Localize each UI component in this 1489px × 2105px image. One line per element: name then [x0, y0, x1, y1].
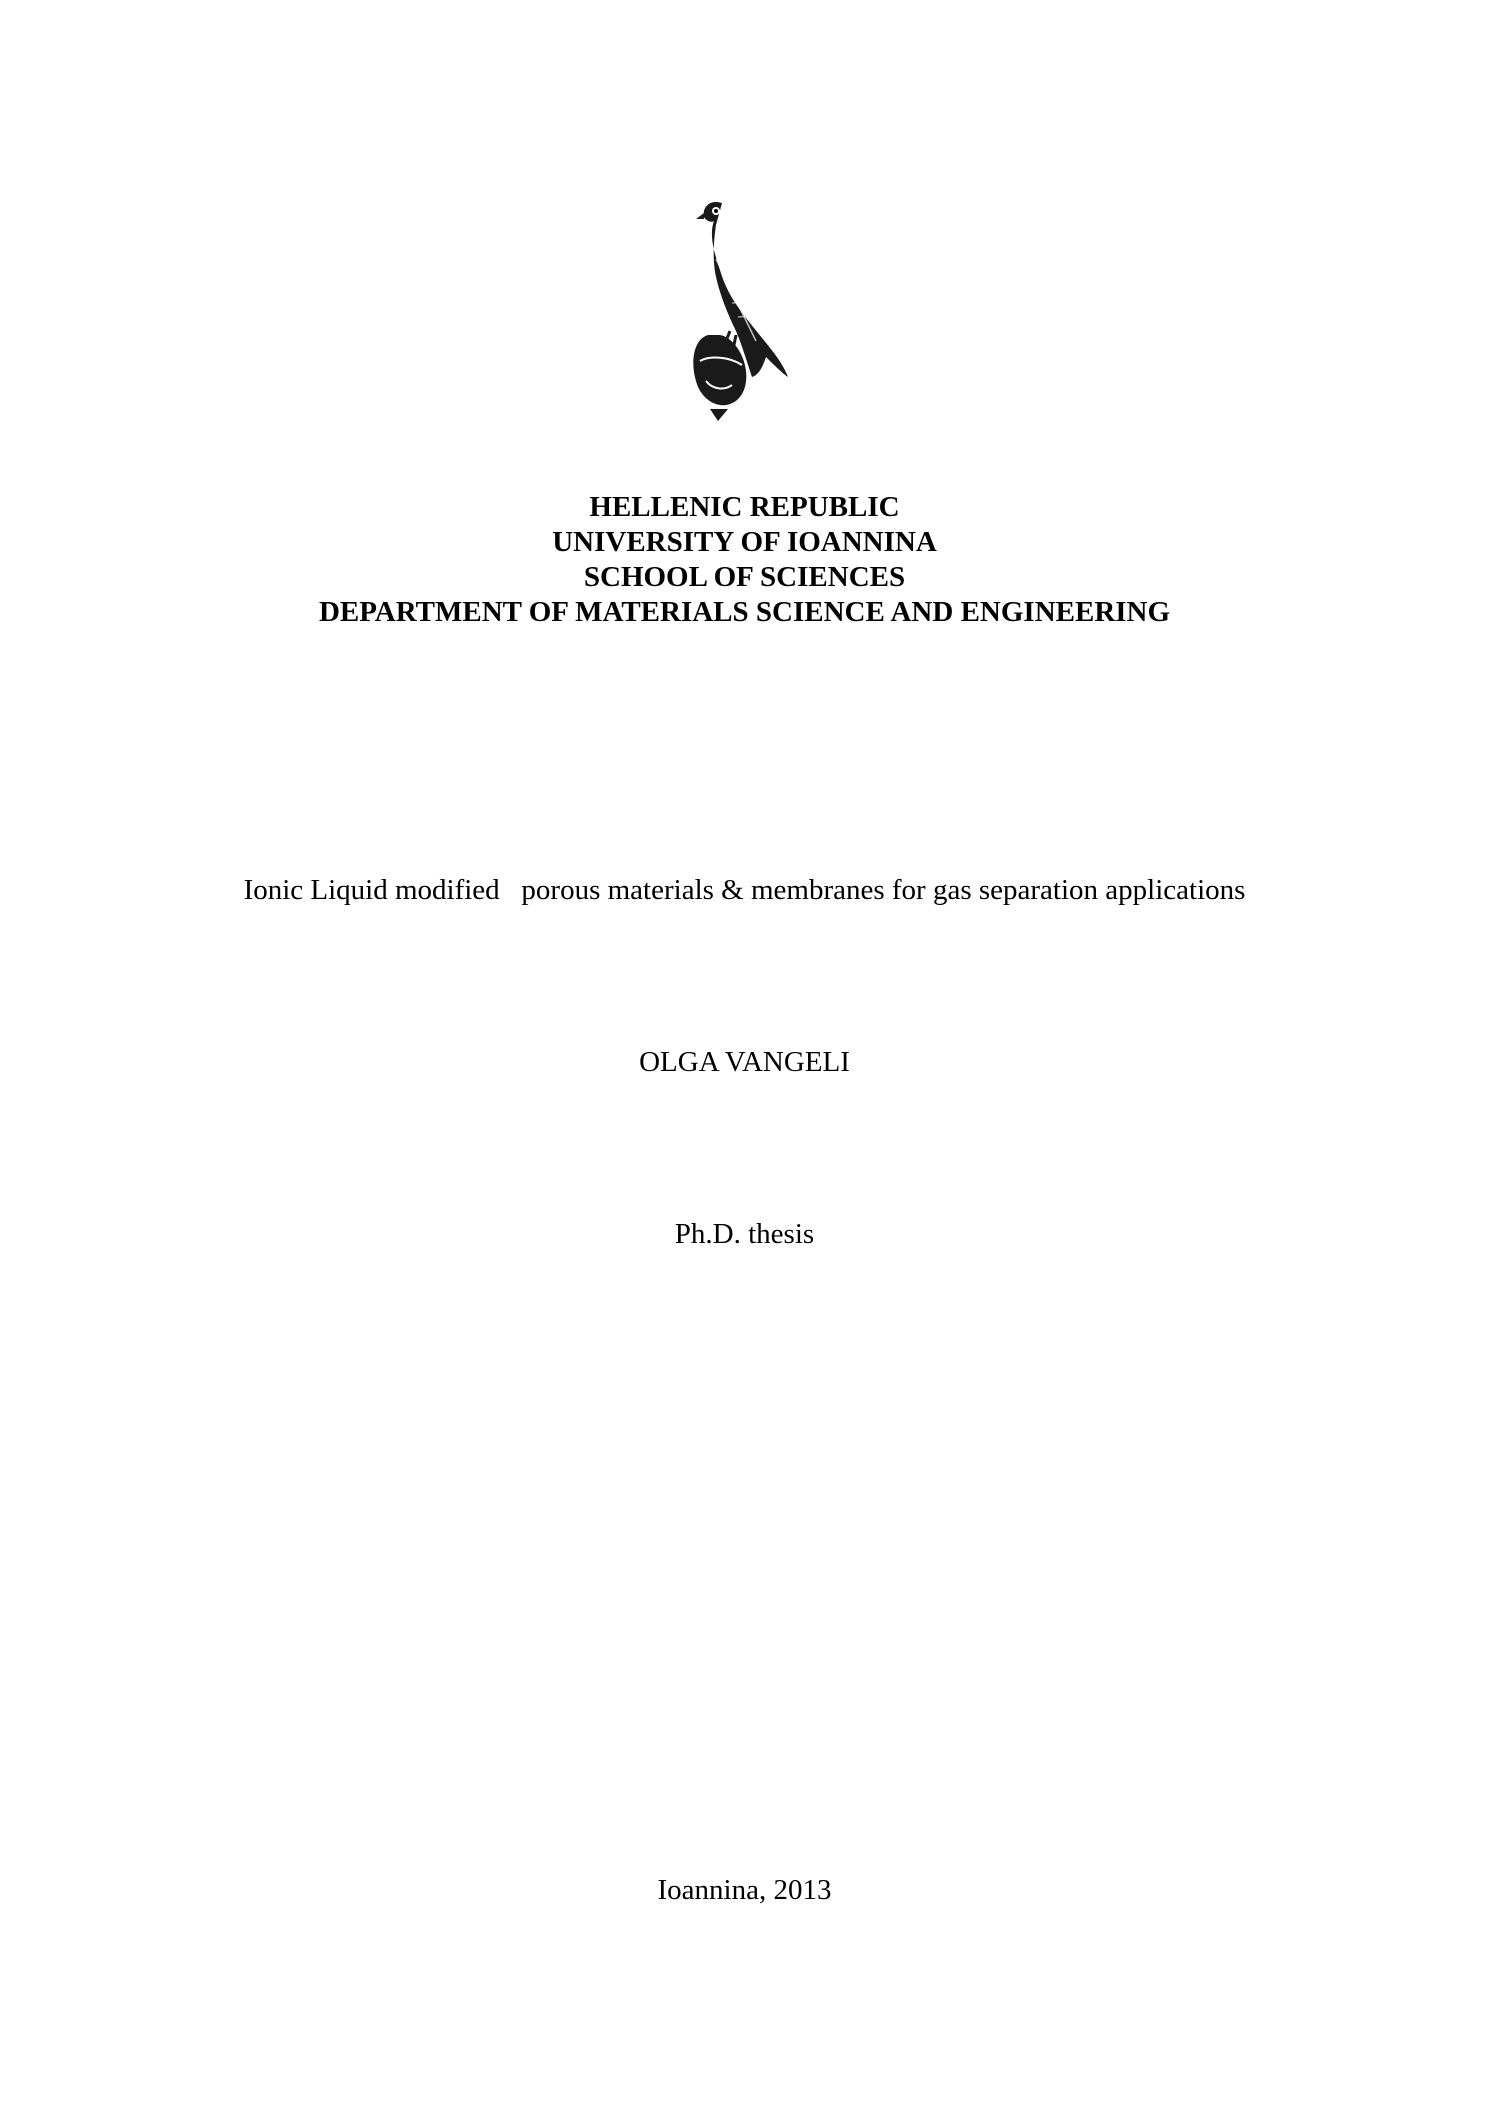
country-line: HELLENIC REPUBLIC — [589, 491, 900, 523]
department-line: DEPARTMENT OF MATERIALS SCIENCE AND ENGINEERING — [318, 596, 1171, 628]
university-line: UNIVERSITY OF IOANNINA — [552, 526, 937, 558]
degree-label: Ph.D. thesis — [674, 1218, 815, 1250]
school-line: SCHOOL OF SCIENCES — [583, 561, 906, 593]
author-name: OLGA VANGELI — [639, 1046, 850, 1078]
place-and-date: Ioannina, 2013 — [657, 1874, 832, 1906]
institution-block — [0, 490, 1489, 630]
university-emblem-icon — [670, 185, 820, 425]
thesis-title: Ionic Liquid modified porous materials & membranes for gas separation applications — [243, 874, 1246, 906]
